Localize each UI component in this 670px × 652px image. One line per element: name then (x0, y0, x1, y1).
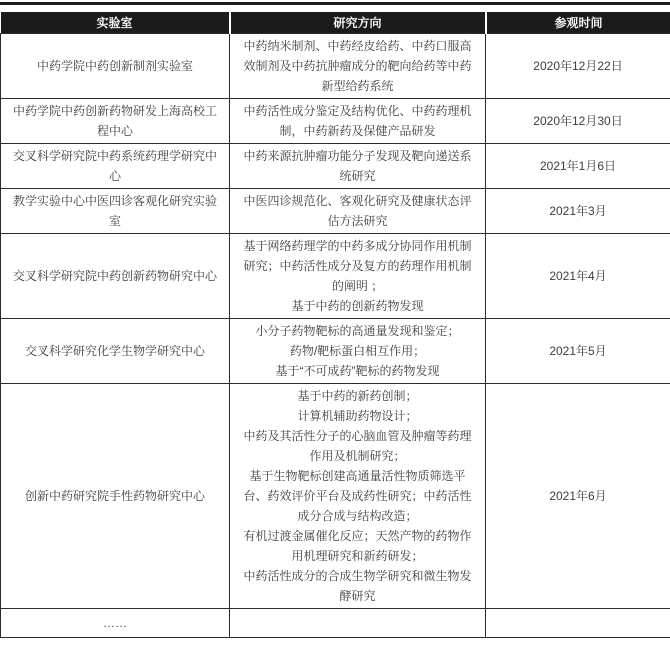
research-line: 药物/靶标蛋白相互作用； (289, 344, 426, 358)
research-direction-cell (230, 384, 486, 609)
lab-name-cell: 创新中药研究院手性药物研究中心 (1, 384, 230, 609)
research-line: 基于网络药理学的中药多成分协同作用机制研究；中药活性成分及复方的药理作用机制的阐明 ； (243, 239, 472, 293)
table-row (1, 319, 670, 384)
lab-name-cell: …… (1, 609, 230, 638)
research-line: 中医四诊规范化、客观化研究及健康状态评估方法研究 (243, 194, 472, 228)
table-row (1, 234, 670, 319)
top-divider-bar (0, 2, 670, 5)
header-lab: 实验室 (1, 12, 230, 34)
table-row (1, 384, 670, 609)
research-line: 中药活性成分的合成生物学研究和微生物发酵研究 (243, 569, 472, 603)
table-row (1, 99, 670, 144)
research-line: 中药及其活性分子的心脑血管及肿瘤等药理作用及机制研究； (243, 429, 472, 463)
table-row (1, 34, 670, 99)
lab-name-cell: 交叉科学研究化学生物学研究中心 (1, 319, 230, 384)
research-line: 基于中药的新药创制； (297, 389, 418, 403)
research-line: 有机过渡金属催化反应；天然产物的药物作用机理研究和新药研发； (243, 529, 472, 563)
table-row (1, 189, 670, 234)
visit-date-cell: 2021年3月 (486, 189, 670, 234)
lab-name-cell: 交叉科学研究院中药系统药理学研究中心 (1, 144, 230, 189)
research-line: 中药活性成分鉴定及结构优化、中药药理机制，中药新药及保健产品研发 (243, 104, 472, 138)
research-line: 计算机辅助药物设计； (297, 409, 418, 423)
research-line: 中药纳米制剂、中药经皮给药、中药口服高效制剂及中药抗肿瘤成分的靶向给药等中药新型给药系统 (243, 39, 472, 93)
visit-date-cell: 2021年5月 (486, 319, 670, 384)
table-row (1, 609, 670, 638)
lab-name-cell: 中药学院中药创新药物研发上海高校工程中心 (1, 99, 230, 144)
header-visit-time: 参观时间 (486, 12, 670, 34)
research-direction-cell (230, 189, 486, 234)
research-line: 基于中药的创新药物发现 (291, 299, 424, 313)
research-direction-cell (230, 234, 486, 319)
visit-date-cell: 2020年12月22日 (486, 34, 670, 99)
research-direction-cell (230, 319, 486, 384)
research-direction-cell (230, 609, 486, 638)
lab-name-cell: 教学实验中心中医四诊客观化研究实验室 (1, 189, 230, 234)
research-direction-cell (230, 144, 486, 189)
table-row (1, 144, 670, 189)
lab-visit-table (0, 12, 670, 638)
visit-date-cell: 2021年6月 (486, 384, 670, 609)
research-direction-cell (230, 34, 486, 99)
visit-date-cell: 2021年1月6日 (486, 144, 670, 189)
lab-name-cell: 中药学院中药创新制剂实验室 (1, 34, 230, 99)
header-research-direction: 研究方向 (230, 12, 486, 34)
visit-date-cell: 2020年12月30日 (486, 99, 670, 144)
lab-name-cell: 交叉科学研究院中药创新药物研究中心 (1, 234, 230, 319)
research-line: 小分子药物靶标的高通量发现和鉴定； (255, 324, 460, 338)
visit-date-cell: 2021年4月 (486, 234, 670, 319)
research-line: 基于生物靶标创建高通量活性物质筛选平台、药效评价平台及成药性研究；中药活性成分合成与结构改造； (243, 469, 472, 523)
visit-date-cell (486, 609, 670, 638)
research-direction-cell (230, 99, 486, 144)
header-row (1, 12, 670, 34)
research-line: 基于“不可成药”靶标的药物发现 (275, 364, 440, 378)
research-line: 中药来源抗肿瘤功能分子发现及靶向递送系统研究 (243, 149, 472, 183)
